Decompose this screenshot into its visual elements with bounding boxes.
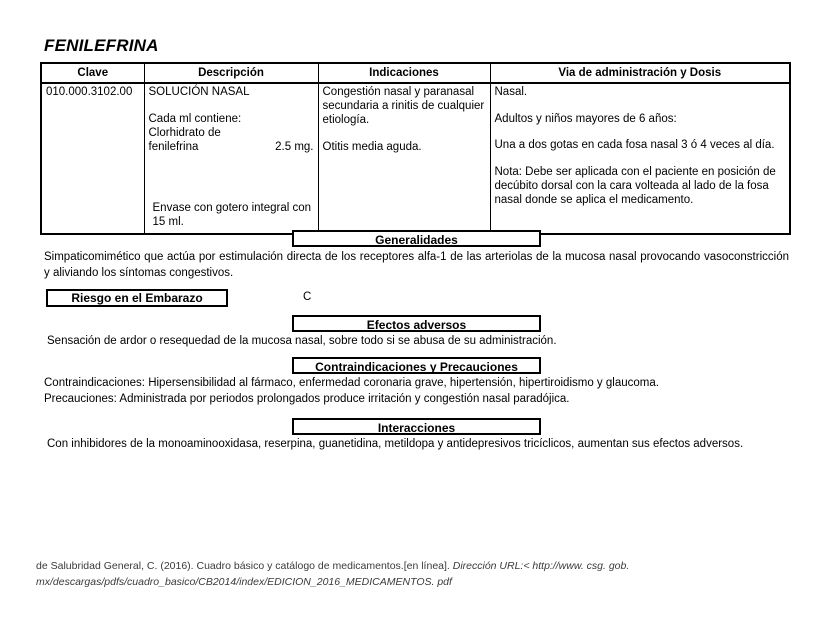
- column-header-indicaciones: Indicaciones: [318, 63, 490, 83]
- spacer: [323, 127, 486, 140]
- section-body-contraindicaciones: [44, 376, 789, 407]
- indicacion-item-2: Otitis media aguda.: [322, 140, 422, 153]
- contraindicaciones-line: Contraindicaciones: Hipersensibilidad al fármaco, enfermedad coronaria grave, hipertensión, hipertiroidismo y glaucoma.: [44, 377, 659, 389]
- section-header-contraindicaciones: Contraindicaciones y Precauciones: [292, 357, 541, 374]
- precauciones-line: Precauciones: Administrada por periodos prolongados produce irritación y congestión nasal paradójica.: [44, 392, 570, 405]
- via-dose: Una a dos gotas en cada fosa nasal 3 ó 4 veces al día.: [494, 139, 775, 152]
- section-header-interacciones: Interacciones: [292, 418, 541, 435]
- table-row: [41, 83, 790, 234]
- desc-contains-label: Cada ml contiene:: [148, 112, 242, 125]
- via-note: Nota: Debe ser aplicada con el paciente en posición de decúbito dorsal con la cara volteada al lado de la fosa nasal donde se aplica el medicamento.: [494, 165, 776, 206]
- desc-packaging: Envase con gotero integral con 15 ml.: [152, 201, 312, 228]
- citation-url: Dirección URL:< http://www. csg. gob. mx/descargas/pdfs/cuadro_basico/CB2014/index/EDICION_2016_MEDICAMENTOS. pdf: [36, 560, 630, 588]
- riesgo-embarazo-value: C: [303, 291, 312, 303]
- via-route: Nasal.: [494, 86, 528, 99]
- page-title: FENILEFRINA: [44, 36, 159, 55]
- cell-indicaciones: [318, 83, 490, 234]
- spacer: [495, 152, 786, 165]
- column-header-clave: Clave: [41, 63, 144, 83]
- citation-text: de Salubridad General, C. (2016). Cuadro básico y catálogo de medicamentos.[en línea].: [36, 560, 453, 572]
- indicacion-item-1: Congestión nasal y paranasal secundaria a rinitis de cualquier etiología.: [322, 86, 485, 127]
- table-header-row: [41, 63, 790, 83]
- column-header-via-dosis: Via de administración y Dosis: [490, 63, 790, 83]
- desc-ingredient-row: [149, 140, 314, 154]
- section-body-efectos-adversos: Sensación de ardor o resequedad de la mucosa nasal, sobre todo si se abusa de su administración.: [47, 335, 557, 347]
- spacer: [495, 99, 786, 112]
- desc-ingredient-amount: 2.5 mg.: [275, 140, 314, 153]
- source-citation: [36, 559, 676, 591]
- via-population: Adultos y niños mayores de 6 años:: [494, 112, 677, 125]
- desc-ingredient-line2: fenilefrina: [148, 140, 199, 153]
- spacer: [495, 126, 786, 139]
- section-header-riesgo-embarazo: Riesgo en el Embarazo: [46, 289, 228, 307]
- section-body-generalidades: Simpaticomimético que actúa por estimulación directa de los receptores alfa-1 de las arteriolas de la mucosa nasal provocando vasoconstricción y aliviando los síntomas congestivos.: [44, 251, 789, 279]
- desc-ingredient-line1: Clorhidrato de: [148, 126, 221, 139]
- cell-descripcion: [144, 83, 318, 234]
- desc-form: SOLUCIÓN NASAL: [148, 86, 250, 99]
- medication-table: [40, 62, 791, 235]
- section-header-efectos-adversos: Efectos adversos: [292, 315, 541, 332]
- cell-via-dosis: [490, 83, 790, 234]
- section-body-interacciones: Con inhibidores de la monoaminooxidasa, reserpina, guanetidina, metildopa y antidepresivos tricíclicos, aumentan sus efectos adversos.: [47, 438, 744, 450]
- section-header-generalidades: Generalidades: [292, 230, 541, 247]
- spacer: [149, 99, 314, 112]
- cell-clave: 010.000.3102.00: [41, 83, 144, 234]
- column-header-descripcion: Descripción: [144, 63, 318, 83]
